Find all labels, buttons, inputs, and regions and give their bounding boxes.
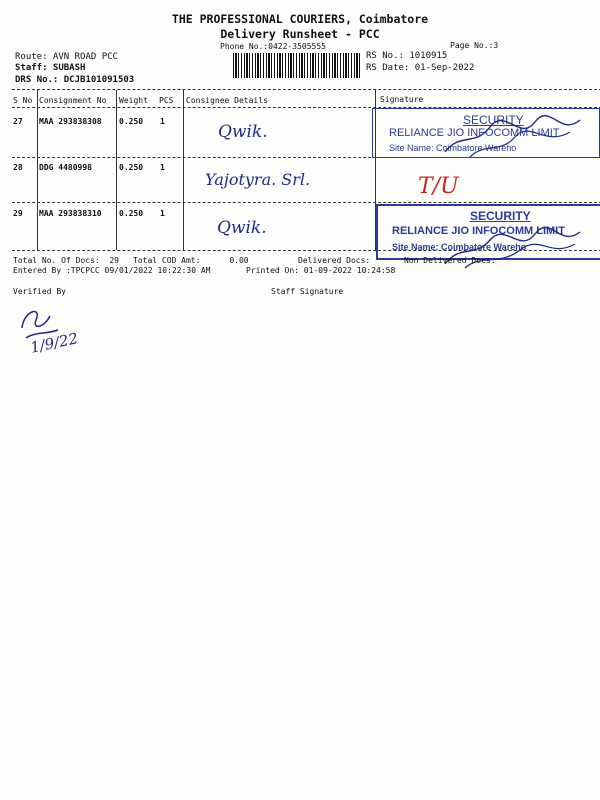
column-divider	[37, 90, 38, 250]
delivered-docs: Delivered Docs:	[298, 256, 371, 265]
row-divider	[12, 202, 600, 203]
header-signature: Signature	[380, 95, 424, 104]
printed-on: Printed On: 01-09-2022 10:24:58	[246, 266, 396, 275]
header-pcs: PCS	[159, 96, 174, 105]
row-27-sno: 27	[13, 117, 23, 126]
non-delivered-docs: Non Delivered Docs:	[404, 256, 496, 265]
header-weight: Weight	[119, 96, 148, 105]
stamp-company: RELIANCE JIO INFOCOMM LIMIT	[392, 225, 565, 237]
total-docs: Total No. Of Docs: 29	[13, 256, 119, 265]
row-27-consignee-handwriting: Qwik.	[218, 122, 268, 142]
row-28-signature-handwriting: T/U	[418, 174, 459, 199]
header-sno: S No	[13, 96, 33, 105]
row-29-weight: 0.250	[119, 209, 144, 218]
row-28-weight: 0.250	[119, 163, 144, 172]
entered-by: Entered By :TPCPCC 09/01/2022 10:22:30 AM	[13, 266, 211, 275]
column-divider	[183, 90, 184, 250]
row-29-consignee-handwriting: Qwik.	[217, 218, 267, 238]
route-label: Route: AVN ROAD PCC	[15, 52, 118, 62]
stamp-signature-scribble	[440, 112, 590, 162]
row-28-pcs: 1	[160, 163, 165, 172]
row-28-sno: 28	[13, 163, 23, 172]
stamp-site: Site Name: Coimbatore Wareho	[392, 242, 527, 252]
company-title: THE PROFESSIONAL COURIERS, Coimbatore	[171, 12, 429, 26]
row-29-consignment: MAA 293838310	[39, 209, 102, 218]
row-27-pcs: 1	[160, 117, 165, 126]
stamp-heading: SECURITY	[463, 113, 524, 127]
row-27-consignment: MAA 293838308	[39, 117, 102, 126]
rs-date: RS Date: 01-Sep-2022	[366, 63, 475, 73]
staff-label: Staff: SUBASH	[15, 63, 86, 73]
row-29-sno: 29	[13, 209, 23, 218]
phone-number: Phone No.:0422-3505555	[220, 42, 326, 51]
stamp-site: Site Name: Coimbatore Wareho	[389, 143, 517, 153]
table-top-rule	[12, 89, 600, 90]
header-consignment: Consignment No	[39, 96, 107, 105]
document-title: Delivery Runsheet - PCC	[220, 27, 380, 41]
stamp-heading: SECURITY	[470, 209, 531, 223]
barcode-icon	[233, 53, 361, 78]
drs-number: DRS No.: DCJB101091503	[15, 75, 135, 85]
rs-number: RS No.: 1010915	[366, 51, 448, 61]
row-27-weight: 0.250	[119, 117, 144, 126]
row-29-pcs: 1	[160, 209, 165, 218]
stamp-company: RELIANCE JIO INFOCOMM LIMIT	[389, 127, 560, 139]
verified-by-label: Verified By	[13, 287, 66, 296]
row-28-consignee-handwriting: Yajotyra. Srl.	[205, 170, 311, 189]
staff-signature-label: Staff Signature	[271, 287, 344, 296]
column-divider	[116, 90, 117, 250]
page-number: Page No.:3	[450, 41, 499, 50]
total-cod: Total COD Amt: 0.00	[133, 256, 249, 265]
row-28-consignment: DDG 4480998	[39, 163, 92, 172]
verifier-date-handwriting: 1/9/22	[28, 329, 80, 357]
header-consignee: Consignee Details	[186, 96, 268, 105]
